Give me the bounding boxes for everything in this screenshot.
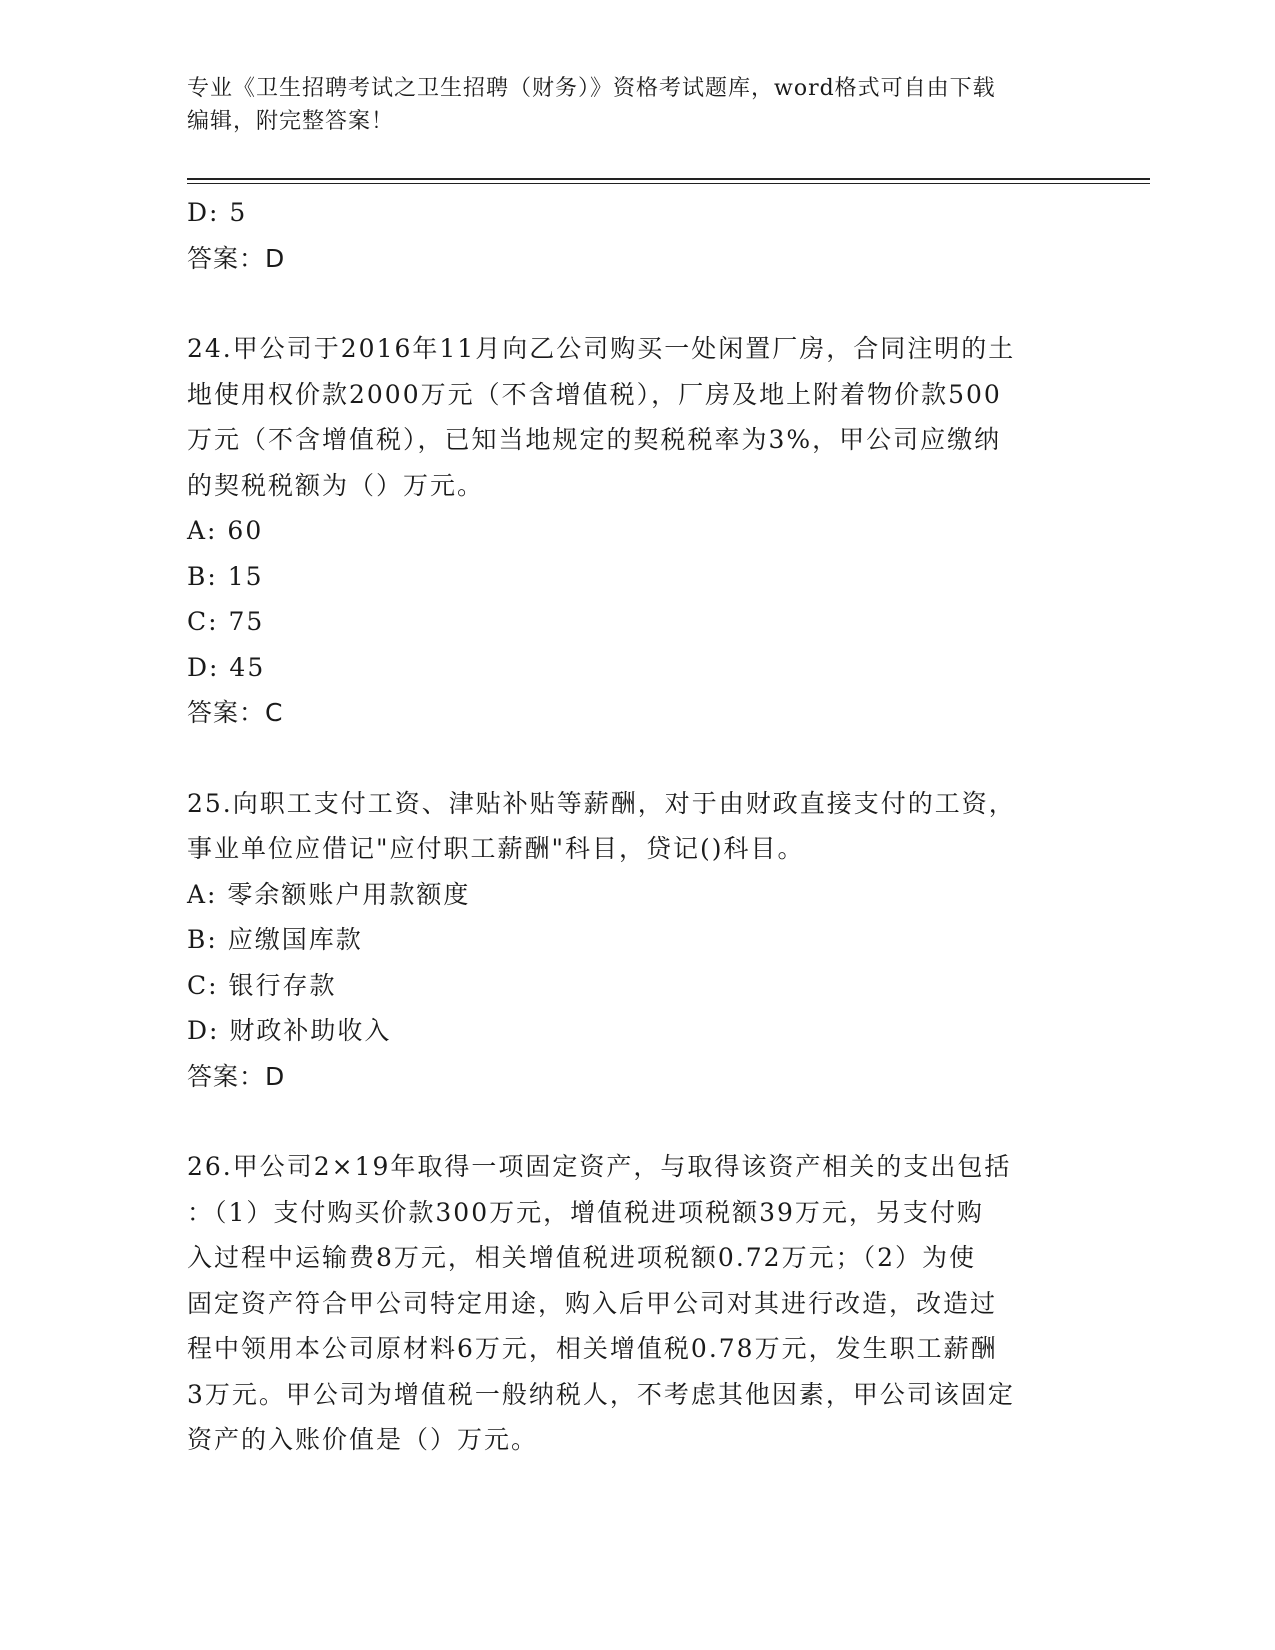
option-b: B: 应缴国库款: [187, 925, 363, 954]
option-a: A: 60: [187, 516, 264, 545]
option-b: B: 15: [187, 561, 264, 591]
question-25: [187, 781, 1087, 1100]
question-text-line: 万元（不含增值税），已知当地规定的契税税率为3%，甲公司应缴纳: [187, 425, 1002, 454]
option-c: C: 银行存款: [187, 970, 337, 1000]
question-text-line: 入过程中运输费8万元，相关增值税进项税额0.72万元；（2）为使: [187, 1243, 976, 1272]
answer: 答案：D: [187, 1061, 286, 1091]
header-line-2: 编辑，附完整答案！: [187, 109, 395, 134]
question-text-line: 24.甲公司于2016年11月向乙公司购买一处闲置厂房，合同注明的土: [187, 334, 1016, 363]
header-divider-thin: [187, 183, 1150, 184]
question-text-line: 事业单位应借记"应付职工薪酬"科目，贷记()科目。: [187, 834, 805, 863]
option-d: D: 财政补助收入: [187, 1016, 392, 1045]
prev-answer: 答案：D: [187, 243, 286, 273]
spacer: [187, 736, 1087, 781]
spacer: [187, 281, 1087, 326]
header-line-1: 专业《卫生招聘考试之卫生招聘（财务）》资格考试题库，word格式可自由下载: [187, 76, 996, 101]
header-divider-thick: [187, 178, 1150, 180]
document-body: [187, 190, 1087, 1463]
question-26: [187, 1144, 1087, 1463]
option-c: C: 75: [187, 607, 265, 636]
spacer: [187, 1099, 1087, 1144]
question-text-line: 的契税税额为（）万元。: [187, 470, 485, 500]
option-d: D: 45: [187, 652, 266, 682]
question-24: [187, 326, 1087, 736]
answer: 答案：C: [187, 698, 284, 727]
question-text-line: 3万元。甲公司为增值税一般纳税人，不考虑其他因素，甲公司该固定: [187, 1379, 1015, 1409]
option-a: A: 零余额账户用款额度: [187, 879, 471, 909]
question-text-line: 26.甲公司2×19年取得一项固定资产，与取得该资产相关的支出包括: [187, 1152, 1012, 1181]
question-text-line: 程中领用本公司原材料6万元，相关增值税0.78万元，发生职工薪酬: [187, 1334, 998, 1363]
prev-option-d: D: 5: [187, 198, 248, 227]
question-text-line: 固定资产符合甲公司特定用途，购入后甲公司对其进行改造，改造过: [187, 1288, 998, 1318]
question-text-line: 25.向职工支付工资、津贴补贴等薪酬，对于由财政直接支付的工资，: [187, 788, 1016, 818]
question-text-line: 资产的入账价值是（）万元。: [187, 1425, 539, 1454]
question-text-line: ：（1）支付购买价款300万元，增值税进项税额39万元，另支付购: [187, 1197, 984, 1227]
question-text-line: 地使用权价款2000万元（不含增值税），厂房及地上附着物价款500: [187, 379, 1002, 409]
page-header: [187, 72, 1067, 138]
